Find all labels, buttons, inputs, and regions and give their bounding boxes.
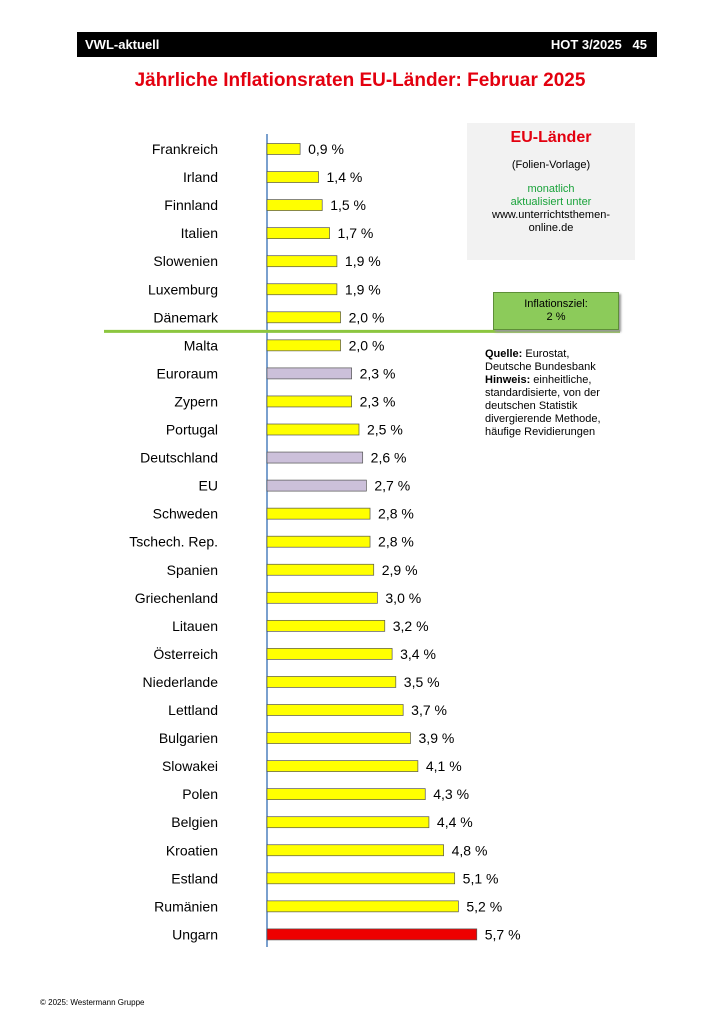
value-label: 2,0 % [348,309,385,326]
hint-text5: häufige Revidierungen [485,426,596,438]
category-label: Österreich [153,645,218,662]
info-box-title: EU-Länder [510,129,592,146]
category-label: Schweden [152,505,218,522]
source-text2: Deutsche Bundesbank [485,361,596,373]
bar [267,536,370,547]
bar [267,873,455,884]
bar [267,480,366,491]
bar [267,424,359,435]
target-box-line1: Inflationsziel: [524,298,588,310]
bar [267,256,337,267]
bar [267,172,319,183]
bar [267,733,411,744]
hint-text3: deutschen Statistik [485,400,578,412]
info-box-url-line2: online.de [528,222,574,234]
category-label: Italien [180,225,218,242]
bar [267,761,418,772]
bar [267,284,337,295]
bar [267,620,385,631]
category-label: Malta [183,337,218,354]
value-label: 4,8 % [451,842,488,859]
category-label: Rumänien [154,898,218,915]
bar [267,200,322,211]
value-label: 0,9 % [308,141,344,157]
bar [267,648,392,659]
category-label: Spanien [166,561,218,578]
value-label: 5,7 % [484,926,521,943]
hint-text4: divergierende Methode, [485,413,601,425]
hint-text1: einheitliche, [530,374,592,386]
target-box-line2: 2 % [546,311,566,323]
category-label: Portugal [165,421,218,438]
bar [267,144,300,155]
value-label: 1,9 % [344,281,381,298]
category-label: Ungarn [172,926,218,943]
value-label: 2,7 % [374,477,411,494]
hint-text2: standardisierte, von der [485,387,600,399]
info-box [467,123,635,260]
category-label: Litauen [172,617,218,634]
category-label: Finnland [164,197,218,214]
header-issue-page: HOT 3/2025 45 [550,37,647,52]
bar [267,228,330,239]
inflation-target-box [493,292,619,330]
bar [267,592,377,603]
bar [267,817,429,828]
category-label: Belgien [171,814,218,831]
value-label: 2,8 % [378,505,414,522]
category-label: Griechenland [134,589,218,606]
bar [267,705,403,716]
category-label: Slowenien [153,253,218,270]
category-label: Zypern [174,393,218,410]
bar [267,508,370,519]
category-label: Luxemburg [147,281,218,298]
bar [267,312,341,323]
info-box-url-line1: www.unterrichtsthemen- [492,209,610,221]
value-label: 1,9 % [344,253,381,270]
bar [267,396,352,407]
bar [267,845,444,856]
value-label: 3,9 % [418,730,455,747]
bar [267,676,396,687]
bar [267,901,458,912]
category-label: Euroraum [156,365,218,382]
category-label: Tschech. Rep. [129,533,218,550]
bar [267,340,341,351]
info-box-update-line2: aktualisiert unter [510,196,592,208]
value-label: 4,3 % [433,786,470,803]
category-label: Dänemark [153,309,218,326]
category-label: EU [198,477,218,494]
value-label: 2,5 % [367,421,403,438]
value-label: 5,1 % [462,870,499,887]
value-label: 2,3 % [359,365,396,382]
category-label: Lettland [168,702,218,718]
category-label: Polen [182,786,218,803]
category-label: Estland [171,870,218,887]
header-publication: VWL-aktuell [85,37,160,52]
value-label: 3,2 % [392,617,429,634]
value-label: 3,7 % [411,702,447,718]
value-label: 2,3 % [359,393,396,410]
hint-label: Hinweis: [485,374,531,386]
bar [267,929,477,940]
category-label: Slowakei [161,758,218,775]
bar [267,452,363,463]
value-label: 2,6 % [370,449,407,466]
copyright-footer: © 2025: Westermann Gruppe [40,998,145,1007]
info-box-subtitle: (Folien-Vorlage) [511,159,591,171]
value-label: 1,7 % [337,225,374,242]
value-label: 1,5 % [330,197,367,214]
category-label: Deutschland [140,449,218,466]
page-title: Jährliche Inflationsraten EU-Länder: Februar 2025 [134,70,586,91]
bar [267,368,352,379]
source-label: Quelle: [485,348,523,360]
value-label: 2,8 % [378,533,414,550]
category-label: Bulgarien [158,730,218,747]
value-label: 3,4 % [400,645,436,662]
value-label: 4,4 % [436,814,473,831]
value-label: 3,0 % [385,589,422,606]
source-text1: Eurostat, [522,348,570,360]
value-label: 2,9 % [381,561,418,578]
category-label: Kroatien [165,842,218,859]
value-label: 3,5 % [403,673,440,690]
value-label: 1,4 % [326,169,363,186]
category-label: Irland [182,169,218,186]
info-box-update-line1: monatlich [527,183,575,195]
value-label: 4,1 % [425,758,462,775]
category-label: Frankreich [151,141,218,157]
bar [267,564,374,575]
source-note [485,348,645,439]
value-label: 5,2 % [466,898,503,915]
value-label: 2,0 % [348,337,385,354]
bar [267,789,425,800]
category-label: Niederlande [142,673,218,690]
